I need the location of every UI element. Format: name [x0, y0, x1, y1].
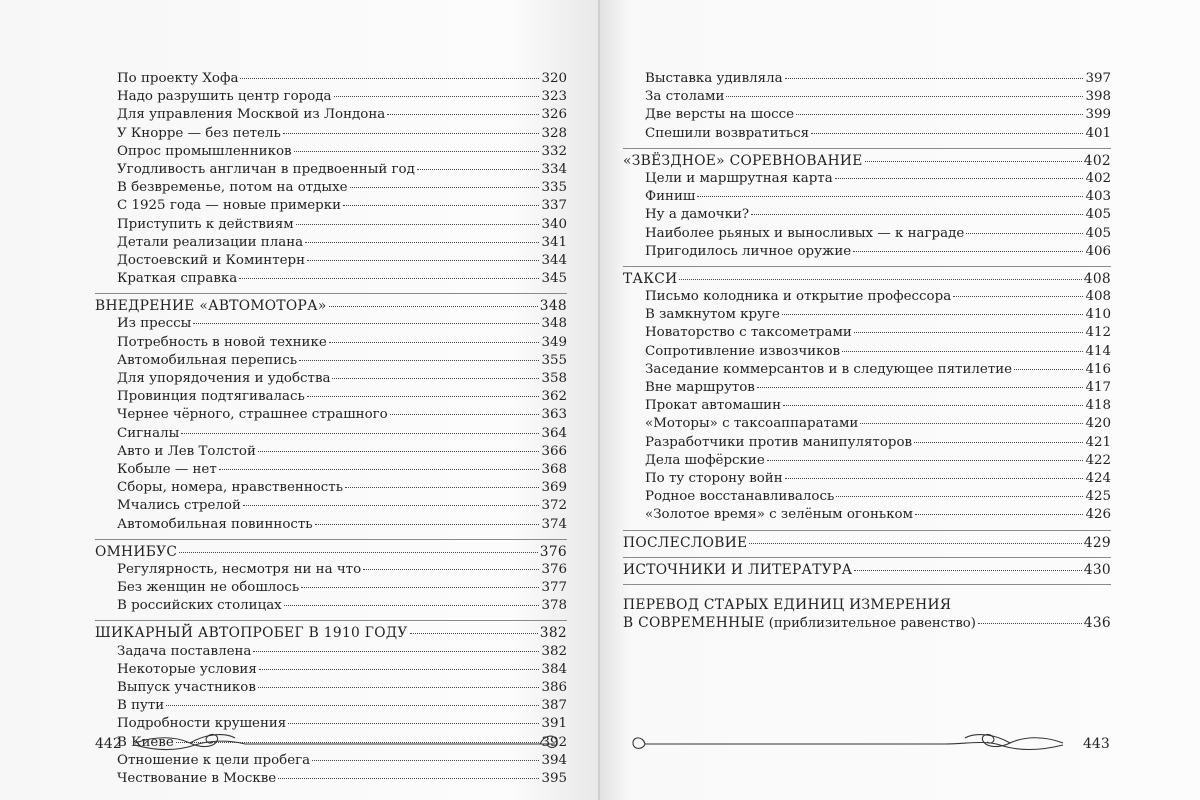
toc-entry — [623, 70, 1111, 88]
toc-entry — [95, 197, 567, 215]
toc-entry — [623, 125, 1111, 143]
ornament-right-icon — [625, 726, 1065, 760]
dot-leader — [860, 423, 1083, 424]
toc-entry — [95, 597, 567, 615]
toc-entry-title: ТАКСИ — [623, 270, 678, 287]
toc-entry — [623, 288, 1111, 306]
toc-entry — [623, 324, 1111, 342]
toc-entry-page: 332 — [541, 143, 567, 159]
toc-entry-page: 397 — [1085, 71, 1111, 86]
toc-entry-title: Сопротивление извозчиков — [645, 343, 841, 359]
toc-entry — [623, 243, 1111, 261]
toc-entry — [95, 497, 567, 515]
toc-entry-page: 405 — [1085, 207, 1111, 223]
toc-entry-title: С 1925 года — новые примерки — [117, 198, 342, 214]
toc-entry-title: Автомобильная повинность — [117, 516, 313, 532]
dot-leader — [345, 487, 539, 488]
toc-entry-title: «Золотое время» с зелёным огоньком — [645, 507, 914, 523]
toc-entry-title: Авто и Лев Толстой — [117, 443, 256, 459]
toc-entry-title: Опрос промышленников — [117, 143, 292, 159]
toc-entry — [95, 161, 567, 179]
toc-entry-page: 372 — [541, 498, 567, 514]
toc-entry-title: Достоевский и Коминтерн — [117, 252, 306, 268]
toc-entry — [623, 397, 1111, 415]
dot-leader — [757, 387, 1083, 388]
toc-entry — [623, 470, 1111, 488]
toc-entry — [95, 643, 567, 661]
toc-entry-page: 403 — [1085, 189, 1111, 205]
toc-entry-page: 398 — [1085, 89, 1111, 105]
dot-leader — [181, 433, 539, 434]
toc-entry-title: Потребность в новой технике — [117, 334, 327, 350]
toc-entry-page: 417 — [1085, 380, 1111, 395]
toc-entry — [95, 88, 567, 106]
dot-leader — [288, 723, 539, 724]
toc-entry-title: За столами — [645, 89, 725, 105]
toc-entry-page: 408 — [1085, 289, 1111, 305]
toc-entry — [95, 561, 567, 579]
toc-entry-page: 418 — [1085, 398, 1111, 414]
dot-leader — [294, 151, 539, 152]
section-rule — [95, 539, 567, 540]
toc-entry-title: Для упорядочения и удобства — [117, 371, 331, 386]
toc-entry-title: Кобыле — нет — [117, 461, 217, 477]
toc-entry-page: 378 — [541, 598, 567, 614]
toc-entry-page: 402 — [1083, 152, 1111, 169]
toc-entry-page: 408 — [1083, 270, 1111, 287]
toc-entry-page: 345 — [541, 271, 567, 287]
toc-entry-page: 377 — [541, 580, 567, 596]
toc-entry-title: В замкнутом круге — [645, 307, 780, 323]
toc-entry — [95, 443, 567, 461]
toc-entry-title: Из прессы — [117, 316, 192, 332]
dot-leader — [854, 570, 1081, 571]
toc-entry-title: В безвременье, потом на отдыхе — [117, 180, 348, 196]
toc-entry-title: Автомобильная перепись — [117, 352, 298, 368]
toc-entry-page: 430 — [1083, 561, 1111, 578]
dot-leader — [299, 360, 539, 361]
toc-entry-page: 399 — [1085, 107, 1111, 123]
dot-leader — [966, 233, 1083, 234]
dot-leader — [854, 332, 1083, 333]
toc-entry-title: Краткая справка — [117, 271, 238, 287]
toc-entry — [623, 434, 1111, 452]
dot-leader — [239, 278, 539, 279]
toc-entry-page: 382 — [541, 643, 567, 659]
dot-leader — [307, 396, 539, 397]
toc-entry-page: 384 — [541, 661, 567, 677]
toc-entry-page: 364 — [541, 425, 567, 441]
toc-entry — [95, 679, 567, 697]
toc-entry-title: Сборы, номера, нравственность — [117, 480, 344, 496]
toc-entry-page: 429 — [1083, 534, 1111, 551]
right-toc — [623, 70, 1111, 633]
toc-entry — [623, 415, 1111, 433]
toc-entry-page: 326 — [541, 107, 567, 123]
dot-leader — [782, 314, 1083, 315]
section-rule — [623, 148, 1111, 149]
toc-entry-page: 421 — [1085, 434, 1111, 450]
dot-leader — [179, 552, 537, 553]
toc-entry-page: 376 — [539, 543, 567, 560]
toc-entry-title: Приступить к действиям — [117, 216, 294, 232]
toc-entry-page: 394 — [541, 752, 567, 768]
left-toc — [95, 70, 567, 788]
toc-entry-page: 337 — [541, 198, 567, 214]
toc-entry — [95, 370, 567, 388]
toc-entry — [95, 143, 567, 161]
dot-leader — [219, 469, 539, 470]
toc-entry — [95, 406, 567, 424]
toc-entry — [623, 306, 1111, 324]
toc-entry-page: 363 — [541, 407, 567, 423]
toc-entry-page: 348 — [541, 316, 567, 332]
right-page-number: 443 — [1083, 736, 1110, 752]
toc-entry-title: Надо разрушить центр города — [117, 89, 332, 105]
dot-leader — [811, 133, 1083, 134]
dot-leader — [785, 478, 1083, 479]
toc-entry — [95, 125, 567, 143]
toc-entry-title: Отношение к цели пробега — [117, 752, 311, 768]
toc-entry-title: В пути — [117, 698, 165, 714]
toc-entry-page: 416 — [1085, 361, 1111, 377]
toc-entry-page: 387 — [541, 698, 567, 714]
toc-entry-title: ОМНИБУС — [95, 543, 178, 560]
dot-leader — [865, 161, 1082, 162]
toc-entry-title: Для управления Москвой из Лондона — [117, 107, 386, 123]
section-rule — [95, 293, 567, 294]
toc-entry-title: Вне маршрутов — [645, 380, 755, 395]
dot-leader — [390, 414, 539, 415]
dot-leader — [334, 96, 540, 97]
dot-leader — [305, 242, 539, 243]
dot-leader — [978, 623, 1082, 624]
toc-entry-page: 436 — [1083, 614, 1111, 631]
toc-entry-page: 405 — [1085, 225, 1111, 241]
toc-entry-page: 420 — [1085, 416, 1111, 432]
toc-entry-title-main: В СОВРЕМЕННЫЕ — [623, 614, 765, 631]
toc-entry — [95, 770, 567, 788]
toc-entry-title: У Кнорре — без петель — [117, 125, 281, 141]
toc-entry — [623, 225, 1111, 243]
toc-entry-page: 401 — [1085, 125, 1111, 141]
dot-leader — [836, 496, 1083, 497]
section-rule — [95, 620, 567, 621]
dot-leader — [258, 451, 539, 452]
toc-entry-page: 344 — [541, 252, 567, 268]
dot-leader — [350, 187, 539, 188]
dot-leader — [243, 505, 539, 506]
dot-leader — [258, 687, 539, 688]
section-rule — [623, 266, 1111, 267]
toc-entry-title: По ту сторону войн — [645, 470, 783, 486]
toc-entry-title: Прокат автомашин — [645, 398, 782, 414]
toc-entry-page: 358 — [541, 371, 567, 386]
section-rule — [623, 584, 1111, 585]
dot-leader — [914, 442, 1083, 443]
toc-entry-title: Выставка удивляла — [645, 71, 783, 86]
toc-entry — [95, 252, 567, 270]
section-rule — [623, 530, 1111, 531]
toc-entry — [95, 516, 567, 534]
dot-leader — [679, 279, 1081, 280]
dot-leader — [387, 114, 539, 115]
toc-entry — [95, 216, 567, 234]
toc-entry — [95, 697, 567, 715]
toc-entry-title: В российских столицах — [117, 598, 282, 614]
toc-entry-title: Разработчики против манипуляторов — [645, 434, 913, 450]
toc-entry-page: 355 — [541, 352, 567, 368]
dot-leader — [697, 196, 1083, 197]
toc-entry — [95, 661, 567, 679]
toc-entry-page: 341 — [541, 234, 567, 250]
toc-entry — [95, 179, 567, 197]
toc-entry-title: ИСТОЧНИКИ И ЛИТЕРАТУРА — [623, 561, 853, 578]
toc-entry-page: 374 — [541, 516, 567, 532]
toc-entry-title: Регулярность, несмотря ни на что — [117, 561, 362, 577]
dot-leader — [329, 342, 539, 343]
dot-leader — [842, 351, 1083, 352]
dot-leader — [329, 306, 538, 307]
toc-entry-page: 422 — [1085, 452, 1111, 468]
toc-entry-page: 406 — [1085, 243, 1111, 259]
dot-leader — [283, 133, 539, 134]
toc-entry-title: «ЗВЁЗДНОЕ» СОРЕВНОВАНИЕ — [623, 152, 863, 169]
dot-leader — [767, 460, 1083, 461]
toc-entry-title: Чернее чёрного, страшнее страшного — [117, 407, 388, 423]
toc-entry — [95, 234, 567, 252]
toc-entry-title: В Киеве — [117, 734, 174, 750]
toc-entry — [95, 388, 567, 406]
toc-entry — [95, 70, 567, 88]
dot-leader — [332, 378, 539, 379]
toc-entry-title: Цели и маршрутная карта — [645, 170, 833, 186]
toc-entry-title: Чествование в Москве — [117, 770, 277, 786]
toc-entry-page: 335 — [541, 180, 567, 196]
toc-entry — [623, 506, 1111, 524]
toc-entry-title: Две версты на шоссе — [645, 107, 795, 123]
toc-section — [95, 624, 567, 642]
dot-leader — [315, 524, 539, 525]
dot-leader — [726, 96, 1083, 97]
toc-entry-page: 424 — [1085, 470, 1111, 486]
toc-entry-title: ВНЕДРЕНИЕ «АВТОМОТОРА» — [95, 298, 327, 315]
toc-entry — [95, 461, 567, 479]
toc-entry — [95, 334, 567, 352]
toc-entry — [623, 106, 1111, 124]
toc-section — [623, 561, 1111, 579]
toc-entry-title: Задача поставлена — [117, 643, 252, 659]
ornament-left-icon — [135, 726, 565, 760]
toc-entry-title-line1: ПЕРЕВОД СТАРЫХ ЕДИНИЦ ИЗМЕРЕНИЯ — [623, 596, 952, 613]
toc-entry-title-line2 — [623, 614, 1111, 633]
toc-entry-title-suffix: (приблизительное равенство) — [768, 615, 976, 631]
toc-entry-page: 369 — [541, 480, 567, 496]
dot-leader — [953, 296, 1083, 297]
dot-leader — [785, 78, 1083, 79]
toc-entry-page: 349 — [541, 334, 567, 350]
toc-entry-page: 410 — [1085, 307, 1111, 323]
toc-entry-page: 348 — [539, 298, 567, 315]
toc-entry-title: Родное восстанавливалось — [645, 489, 835, 505]
toc-entry-title: По проекту Хофа — [117, 71, 239, 86]
toc-section — [95, 543, 567, 561]
toc-entry — [623, 188, 1111, 206]
toc-entry-page: 334 — [541, 161, 567, 177]
toc-entry-page: 425 — [1085, 489, 1111, 505]
dot-leader — [915, 514, 1083, 515]
toc-section — [95, 297, 567, 315]
toc-entry-title: Ну а дамочки? — [645, 207, 750, 223]
toc-entry-page: 323 — [541, 89, 567, 105]
dot-leader — [835, 178, 1083, 179]
toc-entry-page: 386 — [541, 680, 567, 695]
left-page-number: 442 — [95, 736, 122, 752]
toc-entry-title: Выпуск участников — [117, 680, 256, 695]
toc-entry-title: ПОСЛЕСЛОВИЕ — [623, 534, 748, 551]
toc-entry-title: Без женщин не обошлось — [117, 580, 300, 596]
dot-leader — [284, 605, 539, 606]
toc-entry-page: 362 — [541, 389, 567, 405]
toc-entry-page: 320 — [541, 71, 567, 86]
toc-entry-page: 340 — [541, 216, 567, 232]
toc-entry — [623, 361, 1111, 379]
dot-leader — [259, 669, 539, 670]
toc-entry — [623, 488, 1111, 506]
toc-section — [623, 270, 1111, 288]
dot-leader — [417, 169, 539, 170]
toc-entry — [95, 106, 567, 124]
dot-leader — [363, 569, 539, 570]
toc-entry-page: 366 — [541, 443, 567, 459]
dot-leader — [240, 78, 539, 79]
toc-entry-page: 395 — [541, 770, 567, 786]
toc-entry — [95, 352, 567, 370]
section-rule — [623, 557, 1111, 558]
toc-entry-page: 376 — [541, 561, 567, 577]
right-page — [600, 0, 1200, 800]
dot-leader — [253, 651, 539, 652]
toc-entry-title: Сигналы — [117, 425, 180, 441]
toc-entry-title: Детали реализации плана — [117, 234, 304, 250]
dot-leader — [749, 543, 1081, 544]
toc-entry-title: Новаторство с таксометрами — [645, 325, 852, 341]
toc-entry-page: 391 — [541, 716, 567, 732]
dot-leader — [783, 405, 1083, 406]
toc-entry-title: Некоторые условия — [117, 661, 257, 677]
toc-section-multiline — [623, 596, 1111, 633]
toc-entry-page: 382 — [539, 625, 567, 642]
dot-leader — [166, 705, 539, 706]
dot-leader — [410, 633, 538, 634]
toc-entry-title: Провинция подтягивалась — [117, 389, 305, 405]
toc-entry-title: Дела шофёрские — [645, 452, 765, 468]
toc-entry-title: «Моторы» с таксоаппаратами — [645, 416, 859, 432]
toc-entry-title: ШИКАРНЫЙ АВТОПРОБЕГ В 1910 ГОДУ — [95, 625, 408, 642]
toc-section — [623, 152, 1111, 170]
toc-entry — [95, 479, 567, 497]
dot-leader — [343, 205, 539, 206]
dot-leader — [751, 214, 1083, 215]
toc-entry — [95, 315, 567, 333]
toc-entry-page: 402 — [1085, 170, 1111, 186]
toc-entry-title: Пригодилось личное оружие — [645, 243, 852, 259]
toc-entry-title: Письмо колодника и открытие профессора — [645, 289, 952, 305]
dot-leader — [796, 114, 1083, 115]
toc-entry — [623, 343, 1111, 361]
toc-entry — [623, 452, 1111, 470]
toc-entry-title: Заседание коммерсантов и в следующее пятилетие — [645, 361, 1013, 377]
dot-leader — [307, 260, 539, 261]
toc-entry — [623, 206, 1111, 224]
toc-entry-page: 328 — [541, 125, 567, 141]
toc-entry-page: 392 — [541, 734, 567, 750]
toc-entry — [623, 170, 1111, 188]
dot-leader — [301, 587, 539, 588]
toc-entry-page: 426 — [1085, 507, 1111, 523]
toc-entry — [95, 579, 567, 597]
toc-entry — [623, 379, 1111, 397]
toc-entry-page: 368 — [541, 461, 567, 477]
toc-section — [623, 534, 1111, 552]
toc-entry-title: Угодливость англичан в предвоенный год — [117, 161, 415, 177]
toc-entry — [95, 270, 567, 288]
dot-leader — [296, 224, 539, 225]
toc-entry-page: 412 — [1085, 325, 1111, 341]
toc-entry-title: Наиболее рьяных и выносливых — к награде — [645, 225, 965, 241]
toc-entry — [623, 88, 1111, 106]
dot-leader — [853, 251, 1083, 252]
toc-entry-page: 414 — [1085, 343, 1111, 359]
dot-leader — [278, 778, 539, 779]
toc-entry — [95, 425, 567, 443]
toc-entry-title: Мчались стрелой — [117, 498, 241, 514]
dot-leader — [193, 323, 539, 324]
toc-entry-title: Финиш — [645, 189, 696, 205]
dot-leader — [1014, 369, 1083, 370]
toc-entry-title: Спешили возвратиться — [645, 125, 810, 141]
toc-entry-title: Подробности крушения — [117, 716, 287, 732]
